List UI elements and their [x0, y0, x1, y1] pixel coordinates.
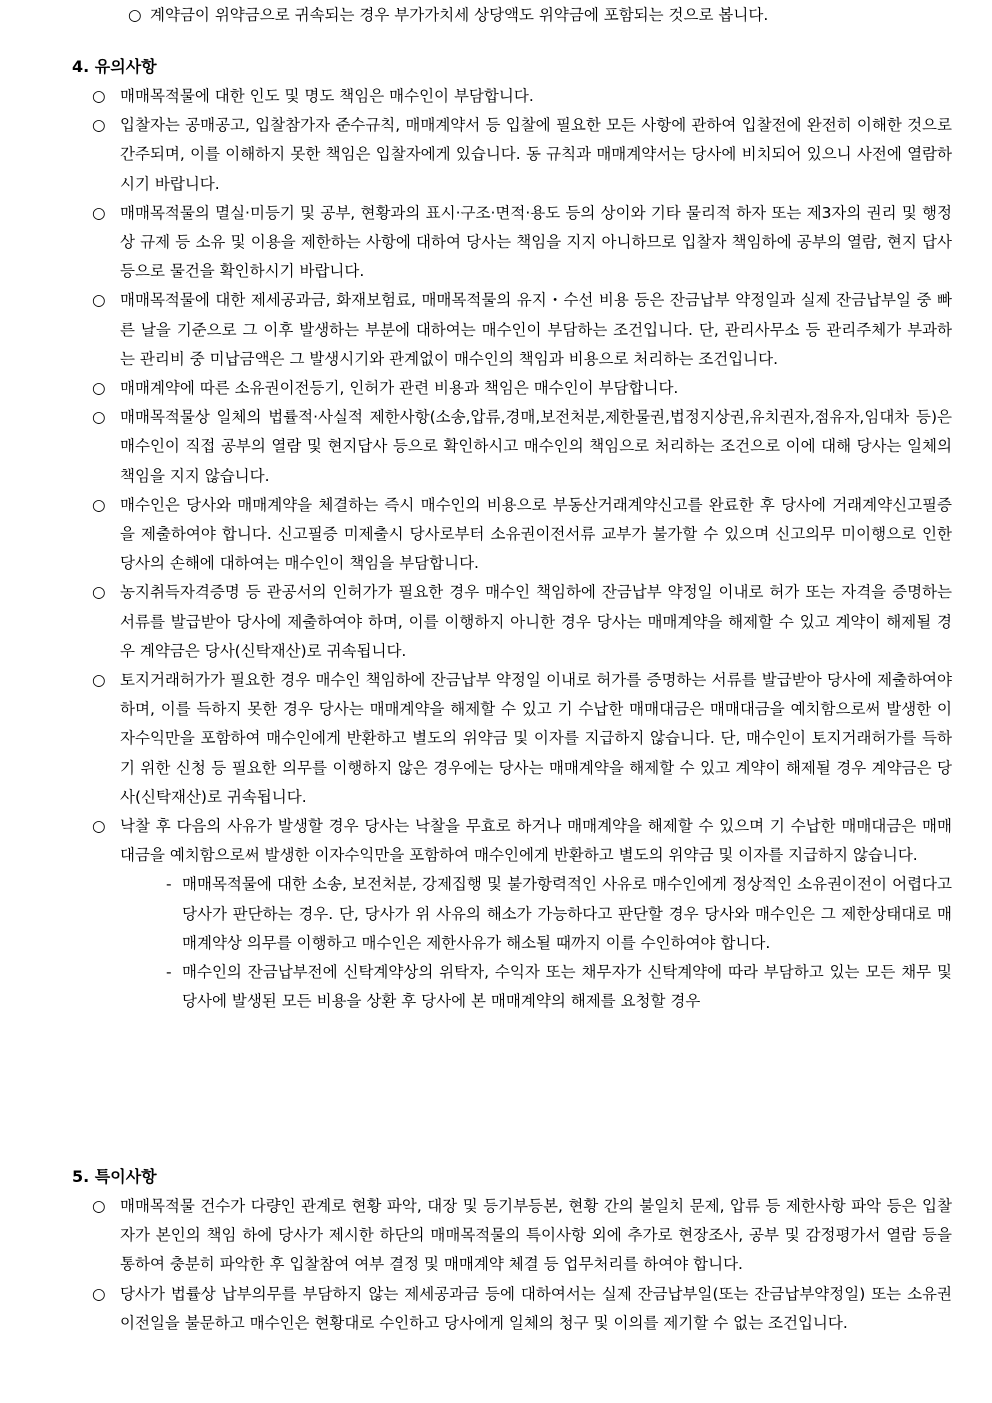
bullet-marker: ○	[92, 379, 106, 398]
sub-item-text: 매수인의 잔금납부전에 신탁계약상의 위탁자, 수익자 또는 채무자가 신탁계약에 따라 부담하고 있는 모든 채무 및 당사에 발생된 모든 비용을 상환 후 당사에 본 매매계약의 해제를 요청할 경우	[182, 963, 952, 1011]
item-text: 매매목적물 건수가 다량인 관계로 현황 파악, 대장 및 등기부등본, 현황 간의 불일치 문제, 압류 등 제한사항 파악 등은 입찰자가 본인의 책임 하에 당사가 제시한 하단의 매매목적물의 특이사항 외에 추가로 현장조사, 공부 및 감정평가서 열람 등을 통하여 충분히 파악한 후 입찰참여 여부 결정 및 매매계약 체결 등 업무처리를 하여야 합니다.	[120, 1197, 952, 1274]
sub-item-text: 매매목적물에 대한 소송, 보전처분, 강제집행 및 불가항력적인 사유로 매수인에게 정상적인 소유권이전이 어렵다고 당사가 판단하는 경우. 단, 당사가 위 사유의 해소가 가능하다고 판단할 경우 당사와 매수인은 그 제한상태대로 매매계약상 의무를 이행하고 매수인은 제한사유가 해소될 때까지 이를 수인하여야 합니다.	[182, 875, 952, 952]
bullet-marker: ○	[92, 817, 106, 836]
item-text: 매매목적물에 대한 제세공과금, 화재보험료, 매매목적물의 유지・수선 비용 등은 잔금납부 약정일과 실제 잔금납부일 중 빠른 날을 기준으로 그 이후 발생하는 부분에 대하여는 매수인이 부담하는 조건입니다. 단, 관리사무소 등 관리주체가 부과하는 관리비 중 미납금액은 그 발생시기와 관계없이 매수인의 책임과 비용으로 처리하는 조건입니다.	[120, 291, 952, 368]
bullet-marker: ○	[92, 495, 106, 514]
item-text: 토지거래허가가 필요한 경우 매수인 책임하에 잔금납부 약정일 이내로 허가를 증명하는 서류를 발급받아 당사에 제출하여야 하며, 이를 득하지 못한 경우 당사는 매매계약을 해제할 수 있고 기 수납한 매매대금은 매매대금을 예치함으로써 발생한 이자수익만을 포함하여 매수인에게 반환하고 별도의 위약금 및 이자를 지급하지 않습니다. 단, 매수인이 토지거래허가를 득하기 위한 신청 등 필요한 의무를 이행하지 않은 경우에는 당사는 매매계약을 해제할 수 있고 계약이 해제될 경우 계약금은 당사(신탁재산)로 귀속됩니다.	[120, 671, 952, 806]
list-item	[72, 199, 952, 287]
bullet-marker: ○	[128, 6, 142, 24]
bullet-marker: ○	[92, 583, 106, 602]
sub-item-list	[120, 870, 952, 1016]
bullet-marker: ○	[92, 1197, 106, 1215]
list-item	[72, 1192, 952, 1280]
bullet-marker: ○	[92, 671, 106, 690]
section-heading: 5. 특이사항	[72, 1167, 157, 1186]
item-list	[72, 1192, 952, 1338]
item-text: 매매계약에 따른 소유권이전등기, 인허가 관련 비용과 책임은 매수인이 부담합니다.	[120, 379, 679, 398]
item-text: 계약금이 위약금으로 귀속되는 경우 부가가치세 상당액도 위약금에 포함되는 것으로 봅니다.	[150, 6, 769, 24]
bullet-marker: ○	[92, 87, 106, 105]
sub-list-item	[120, 870, 952, 958]
list-item	[72, 666, 952, 812]
bullet-marker: ○	[92, 291, 106, 310]
item-text: 농지취득자격증명 등 관공서의 인허가가 필요한 경우 매수인 책임하에 잔금납부 약정일 이내로 허가 또는 자격을 증명하는 서류를 발급받아 당사에 제출하여야 하며, 이를 이행하지 아니한 경우 당사는 매매계약을 해제할 수 있고 계약이 해제될 경우 계약금은 당사(신탁재산)로 귀속됩니다.	[120, 583, 952, 660]
section-notes	[72, 52, 952, 1017]
bullet-marker: ○	[92, 203, 106, 222]
item-text: 당사가 법률상 납부의무를 부담하지 않는 제세공과금 등에 대하여서는 실제 잔금납부일(또는 잔금납부약정일) 또는 소유권이전일을 불문하고 매수인은 현황대로 수인하고 당사에게 일체의 청구 및 이의를 제기할 수 없는 조건입니다.	[120, 1284, 952, 1332]
list-item	[72, 82, 952, 111]
list-item	[72, 403, 952, 491]
list-item	[72, 374, 952, 403]
sub-list-item	[120, 958, 952, 1016]
bullet-marker: ○	[92, 408, 106, 427]
bullet-marker: ○	[92, 116, 106, 135]
dash-marker: -	[166, 875, 172, 894]
item-text: 입찰자는 공매공고, 입찰참가자 준수규칙, 매매계약서 등 입찰에 필요한 모든 사항에 관하여 입찰전에 완전히 이해한 것으로 간주되며, 이를 이해하지 못한 책임은 입찰자에게 있습니다. 동 규칙과 매매계약서는 당사에 비치되어 있으니 사전에 열람하시기 바랍니다.	[120, 116, 952, 193]
list-item	[72, 491, 952, 579]
list-item	[72, 111, 952, 199]
list-item	[72, 578, 952, 666]
section-special-notes	[72, 1162, 952, 1338]
item-text: 매매목적물상 일체의 법률적·사실적 제한사항(소송,압류,경매,보전처분,제한물권,법정지상권,유치권자,점유자,임대차 등)은 매수인이 직접 공부의 열람 및 현지답사 등으로 확인하시고 매수인의 책임으로 처리하는 조건으로 이에 대해 당사는 일체의 책임을 지지 않습니다.	[120, 408, 952, 485]
list-item	[128, 0, 968, 30]
dash-marker: -	[166, 963, 172, 982]
section-heading: 4. 유의사항	[72, 57, 157, 76]
item-text: 매매목적물에 대한 인도 및 명도 책임은 매수인이 부담합니다.	[120, 87, 534, 105]
item-text: 낙찰 후 다음의 사유가 발생할 경우 당사는 낙찰을 무효로 하거나 매매계약을 해제할 수 있으며 기 수납한 매매대금은 매매대금을 예치함으로써 발생한 이자수익만을 포함하여 매수인에게 반환하고 별도의 위약금 및 이자를 지급하지 않습니다.	[120, 817, 952, 865]
bullet-marker: ○	[92, 1284, 106, 1303]
list-item	[72, 1280, 952, 1338]
item-text: 매매목적물의 멸실·미등기 및 공부, 현황과의 표시·구조·면적·용도 등의 상이와 기타 물리적 하자 또는 제3자의 권리 및 행정상 규제 등 소유 및 이용을 제한하는 사항에 대하여 당사는 책임을 지지 아니하므로 입찰자 책임하에 공부의 열람, 현지 답사 등으로 물건을 확인하시기 바랍니다.	[120, 203, 952, 281]
item-list	[72, 82, 952, 1017]
item-text: 매수인은 당사와 매매계약을 체결하는 즉시 매수인의 비용으로 부동산거래계약신고를 완료한 후 당사에 거래계약신고필증을 제출하여야 합니다. 신고필증 미제출시 당사로부터 소유권이전서류 교부가 불가할 수 있으며 신고의무 미이행으로 인한 당사의 손해에 대하여는 매수인이 책임을 부담합니다.	[120, 495, 952, 573]
list-item	[72, 812, 952, 1016]
list-item	[72, 286, 952, 374]
